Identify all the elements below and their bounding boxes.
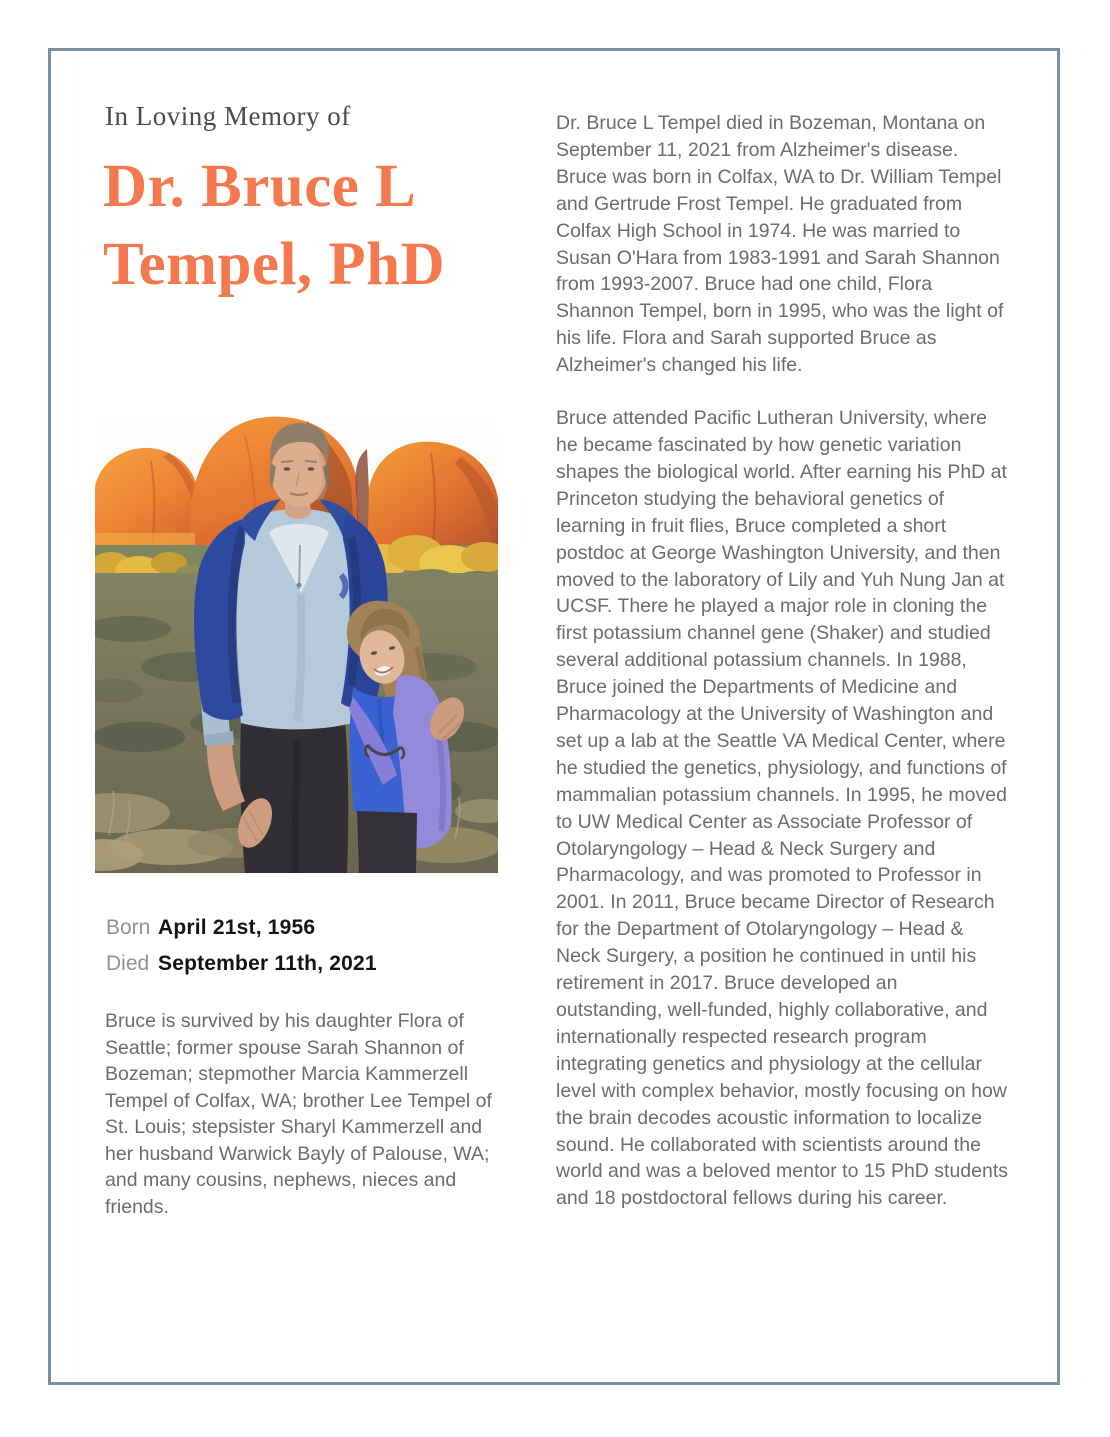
name-line-2: Tempel, PhD bbox=[103, 231, 446, 298]
obituary-paragraph-1: Dr. Bruce L Tempel died in Bozeman, Montana on September 11, 2021 from Alzheimer's disease. Bruce was born in Colfax, WA to Dr. William Tempel and Gertrude Frost Tempel. He graduated from Colfax High School in 1974. He was married to Susan O'Hara from 1983-1991 and Sarah Shannon from 1993-2007. Bruce had one child, Flora Shannon Tempel, born in 1995, who was the light of his life. Flora and Sarah supported Bruce as Alzheimer's changed his life. bbox=[556, 112, 1004, 377]
born-label: Born bbox=[106, 916, 151, 939]
born-row bbox=[106, 916, 377, 952]
obituary-column bbox=[556, 110, 1008, 1212]
photo-warm-wash bbox=[95, 415, 498, 873]
memorial-label: In Loving Memory of bbox=[105, 101, 351, 131]
born-date: April 21st, 1956 bbox=[158, 916, 316, 939]
memorial-photo bbox=[95, 415, 498, 873]
dates-block bbox=[106, 916, 377, 988]
survivors-paragraph: Bruce is survived by his daughter Flora of Seattle; former spouse Sarah Shannon of Bozeman; stepmother Marcia Kammerzell Tempel of Colfax, WA; brother Lee Tempel of St. Louis; stepsister Sharyl Kammerzell and her husband Warwick Bayly of Palouse, WA; and many cousins, nephews, nieces and friends. bbox=[105, 1010, 492, 1218]
name-line-1: Dr. Bruce L bbox=[103, 153, 417, 220]
obituary-paragraph-2: Bruce attended Pacific Lutheran University, where he became fascinated by how genetic variation shapes the biological world. After earning his PhD at Princeton studying the behavioral genetics of learning in fruit flies, Bruce completed a short postdoc at George Washington University, and then moved to the laboratory of Lily and Yuh Nung Jan at UCSF. There he played a major role in cloning the first potassium channel gene (Shaker) and studied several additional potassium channels. In 1988, Bruce joined the Departments of Medicine and Pharmacology at the University of Washington and set up a lab at the Seattle VA Medical Center, where he studied the genetics, physiology, and functions of mammalian potassium channels. In 1995, he moved to UW Medical Center as Associate Professor of Otolaryngology – Head & Neck Surgery and Pharmacology, and was promoted to Professor in 2001. In 2011, Bruce became Director of Research for the Department of Otolaryngology – Head & Neck Surgery, a position he continued in until his retirement in 2017. Bruce developed an outstanding, well-funded, highly collaborative, and internationally respected research program integrating genetics and physiology at the cellular level with complex behavior, mostly focusing on how the brain decodes acoustic information to localize sound. He collaborated with scientists around the world and was a beloved mentor to 15 PhD students and 18 postdoctoral fellows during his career. bbox=[556, 407, 1009, 1210]
died-date: September 11th, 2021 bbox=[158, 952, 377, 975]
died-label: Died bbox=[106, 952, 150, 975]
died-row bbox=[106, 952, 377, 988]
deceased-name-title bbox=[103, 148, 445, 304]
